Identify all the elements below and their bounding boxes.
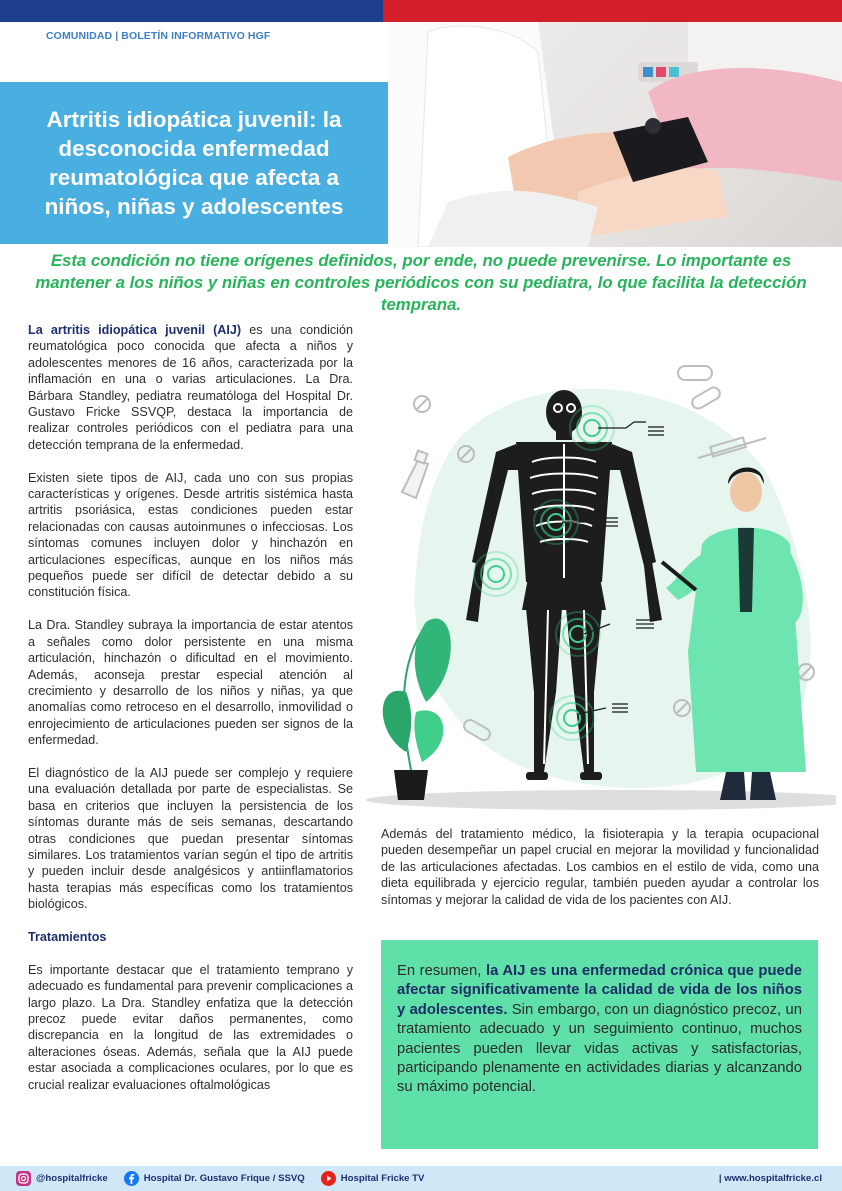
facebook-page: Hospital Dr. Gustavo Frique / SSVQ <box>143 1173 305 1184</box>
lead-paragraph: Esta condición no tiene orígenes definidos, por ende, no puede prevenirse. Lo importante es mantener a los niños y niñas en controles periódicos con su pediatra, lo que facilita la detección temprana. <box>35 251 807 314</box>
heading-treatments: Tratamientos <box>28 929 107 944</box>
instagram-handle: @hospitalfricke <box>36 1173 108 1184</box>
article-right-column <box>381 826 819 908</box>
paragraph-1 <box>28 322 353 453</box>
paragraph-1-bold: La artritis idiopática juvenil (AIJ) <box>28 323 242 337</box>
paragraph-5: Es importante destacar que el tratamiento temprano y adecuado es fundamental para prevenir complicaciones a largo plazo. La Dra. Standley enfatiza que la detección precoz puede evitar daños permanentes, como discrepancia en la longitud de las extremidades o alteraciones óseas. Además, señala que la AIJ puede estar asociada a complicaciones oculares, por lo que es crucial realizar evaluaciones oftalmológicas <box>28 962 353 1092</box>
youtube-icon <box>321 1171 336 1186</box>
instagram-icon <box>16 1171 31 1186</box>
summary-bold: la AIJ es una enfermedad crónica que puede afectar significativamente la calidad de vida de los niños y adolescentes. <box>397 963 802 1018</box>
youtube-channel: Hospital Fricke TV <box>340 1173 425 1184</box>
summary-text <box>397 962 802 1098</box>
footer-facebook[interactable] <box>124 1171 305 1186</box>
top-bar-navy <box>0 0 383 22</box>
paragraph-4: El diagnóstico de la AIJ puede ser complejo y requiere una evaluación detallada por parte de especialistas. Se basa en criterios que incluyen la persistencia de los síntomas durante más de seis semanas, descartando otras condiciones que puedan presentar síntomas similares. Los tratamientos varían según el tipo de artritis y pueden incluir desde analgésicos y antiinflamatorios hasta terapias más específicas como los tratamientos biológicos. <box>28 765 353 912</box>
page-title: Artritis idiopática juvenil: la desconocida enfermedad reumatológica que afecta a niños, niñas y adolescentes <box>44 107 344 219</box>
top-bar-red <box>383 0 842 22</box>
paragraph-1-text: es una condición reumatológica poco conocida que afecta a niños y adolescentes menores de 16 años, caracterizada por la inflamación en una o varias articulaciones. La Dra. Bárbara Standley, pediatra reumatóloga del Hospital Dr. Gustavo Fricke SSVQP, destaca la importancia de realizar controles periódicos con el pediatra para una detección temprana de la enfermedad. <box>28 323 353 452</box>
paragraph-2: Existen siete tipos de AIJ, cada uno con sus propias características y orígenes. Desde artritis sistémica hasta artritis psoriásica, estas condiciones pueden estar relacionadas con causas autoinmunes o infecciosas. Los síntomas comunes incluyen dolor y hinchazón en articulaciones específicas, aunque en los niños más pequeños puede ser difícil de detectar debido a su constitución física. <box>28 470 353 600</box>
section-tag: COMUNIDAD | BOLETÍN INFORMATIVO HGF <box>46 30 271 42</box>
footer-instagram[interactable] <box>16 1171 108 1186</box>
summary-intro: En resumen, <box>397 963 486 979</box>
paragraph-3: La Dra. Standley subraya la importancia de estar atentos a señales como dolor persistente en una misma articulación, hinchazón o dificultad en el movimiento. Además, aconseja prestar especial atención al crecimiento y desarrollo de los niños y niñas, ya que anomalías como retroceso en el desarrollo, inmovilidad o enrojecimiento de articulaciones pueden ser signos de la enfermedad. <box>28 618 353 748</box>
hero-photo <box>388 22 842 247</box>
footer-website[interactable]: | www.hospitalfricke.cl <box>718 1173 822 1184</box>
article-left-column <box>28 322 353 1109</box>
skeleton-doctor-illustration <box>366 352 836 814</box>
facebook-icon <box>124 1171 139 1186</box>
title-box <box>0 82 388 244</box>
paragraph-6: Además del tratamiento médico, la fisioterapia y la terapia ocupacional pueden desempeñar un papel crucial en mejorar la movilidad y funcionalidad de las articulaciones afectadas. Los cambios en el estilo de vida, como una dieta equilibrada y ejercicio regular, también pueden ayudar a controlar los síntomas y mejorar la calidad de vida de los pacientes con AIJ. <box>381 827 819 907</box>
footer-youtube[interactable] <box>321 1171 425 1186</box>
summary-box <box>381 940 818 1149</box>
footer <box>0 1166 842 1191</box>
summary-rest: Sin embargo, con un diagnóstico precoz, un tratamiento adecuado y un seguimiento continuo, muchos pacientes pueden llevar vidas activas y satisfactorias, participando plenamente en actividades diarias y alcanzando su máximo potencial. <box>397 1001 802 1096</box>
